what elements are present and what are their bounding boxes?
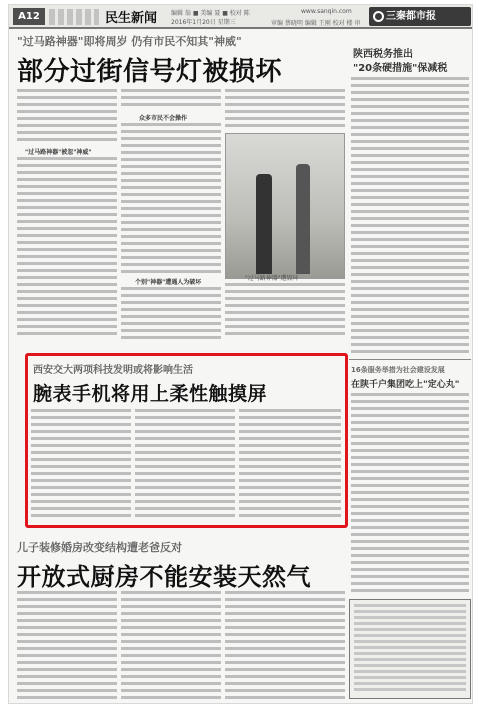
section-name: 民生新闻 <box>105 11 158 26</box>
article1-body-block <box>225 89 345 129</box>
right-article2-kicker: 16条服务举措为社会建设发展 <box>351 366 445 374</box>
article1-photo <box>225 133 345 279</box>
article1-subhead-2: 众多市民不会操作 <box>139 115 188 122</box>
newspaper-page <box>8 4 473 704</box>
masthead-editors: 审编 蔡晓明 编辑 王刚 校对 楼 审 <box>271 20 361 27</box>
article1-body-block <box>121 287 221 339</box>
newspaper-logo <box>369 7 471 26</box>
logo-text: 三秦都市报 <box>386 11 436 22</box>
advertisement-text <box>354 604 466 694</box>
article2-kicker: 西安交大两项科技发明或将影响生活 <box>33 365 193 376</box>
article3-body-block <box>121 591 221 699</box>
article1-body-block <box>121 89 221 109</box>
right-article1-body <box>351 77 469 353</box>
right-article1-title-line1: 陕西税务推出 <box>353 49 413 60</box>
page-number: A12 <box>13 8 45 25</box>
masthead <box>9 5 473 29</box>
right-column <box>349 31 471 701</box>
article3-body-block <box>17 591 117 699</box>
logo-icon <box>373 11 384 22</box>
right-article2-body <box>351 393 469 593</box>
advertisement-box <box>349 599 471 699</box>
article1-subhead-3: 个别"神器"遭遇人为破坏 <box>135 279 202 286</box>
article1-subhead-1: "过马路神器"被忽"神威" <box>25 149 92 156</box>
masthead-date: 2016年1月20日 星期三 <box>171 19 236 26</box>
article1-body-block <box>121 123 221 273</box>
city-wall-graphic <box>49 9 99 25</box>
right-article2-title: 在陕千户集团吃上"定心丸" <box>351 380 460 390</box>
column-divider <box>349 359 471 360</box>
article1-body-block <box>225 283 345 339</box>
article3-kicker: 儿子装修婚房改变结构遭老爸反对 <box>17 541 182 554</box>
article1-body-block <box>17 157 117 337</box>
article1-kicker: "过马路神器"即将周岁 仍有市民不知其"神威" <box>17 35 242 48</box>
article2-body-block <box>239 409 341 521</box>
article3-body-block <box>225 591 345 699</box>
photo-person <box>256 174 272 274</box>
article2-body-block <box>135 409 235 521</box>
masthead-url: www.sanqin.com <box>301 8 352 15</box>
article2-headline: 腕表手机将用上柔性触摸屏 <box>33 383 268 405</box>
article1-headline: 部分过街信号灯被损坏 <box>17 57 283 87</box>
article1-body-block <box>17 89 117 143</box>
article2-body-block <box>31 409 131 521</box>
article3-headline: 开放式厨房不能安装天然气 <box>17 563 311 591</box>
right-article1-title-line2: "20条硬措施"保减税 <box>353 63 448 74</box>
masthead-credits: 编辑 翁 ■ 美编 聂 ■ 校对 陈 <box>171 10 250 17</box>
photo-caption: "过马路神器"遭毁坏 <box>245 275 299 282</box>
photo-signal-pole <box>296 164 310 274</box>
